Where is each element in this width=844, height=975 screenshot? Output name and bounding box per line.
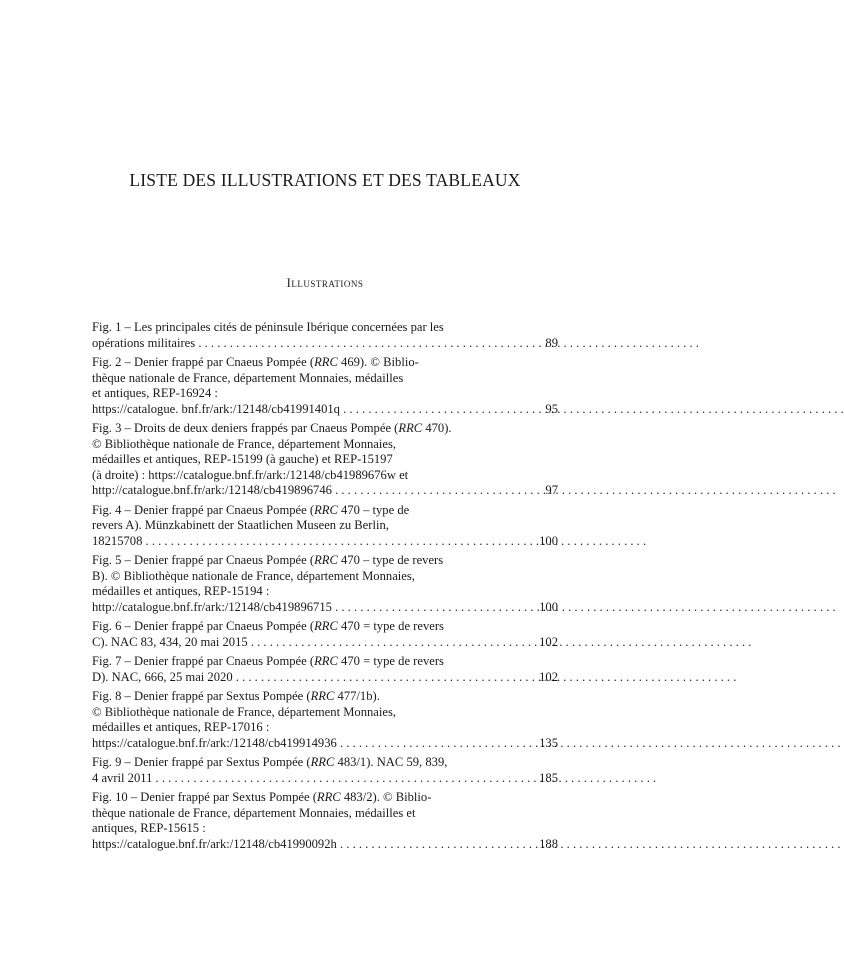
rrc-abbreviation: RRC	[314, 355, 338, 369]
entry-line: Fig. 7 – Denier frappé par Cnaeus Pompée (RRC 470 = type de revers	[92, 654, 444, 668]
rrc-abbreviation: RRC	[316, 790, 341, 804]
list-item	[92, 503, 558, 550]
entry-line: 18215708 . . .	[104, 534, 494, 550]
list-item	[92, 320, 558, 351]
list-item	[92, 619, 558, 650]
entry-line: (à droite) : https://catalogue.bnf.fr/ark:/12148/cb41989676w et	[92, 467, 409, 482]
entry-line: Fig. 1 – Les principales cités de péninsule Ibérique concernées par les	[92, 320, 444, 334]
entry-line: Fig. 3 – Droits de deux deniers frappés par Cnaeus Pompée (RRC 470).	[92, 421, 452, 435]
entry-line: Fig. 2 – Denier frappé par Cnaeus Pompée (RRC 469). © Biblio-	[92, 355, 419, 369]
page-number: 97	[545, 483, 558, 497]
entry-line: opérations militaires . . .	[104, 336, 494, 352]
entry-line: Fig. 8 – Denier frappé par Sextus Pompée (RRC 477/1b).	[92, 689, 380, 703]
page-number: 89	[545, 335, 558, 350]
entry-line: Fig. 6 – Denier frappé par Cnaeus Pompée (RRC 470 = type de revers	[92, 619, 444, 633]
entry-line: Fig. 10 – Denier frappé par Sextus Pompée (RRC 483/2). © Biblio-	[92, 790, 432, 804]
entry-line: thèque nationale de France, département Monnaies, médailles	[92, 370, 404, 385]
entry-line: D). NAC, 666, 25 mai 2020 . . .	[104, 670, 494, 686]
entry-line: B). © Bibliothèque nationale de France, département Monnaies,	[92, 568, 415, 583]
entry-line: revers A). Münzkabinett der Staatlichen Museen zu Berlin,	[92, 518, 389, 532]
page-number: 100	[539, 599, 558, 614]
entry-line: © Bibliothèque nationale de France, département Monnaies,	[92, 436, 397, 451]
page-number: 100	[539, 533, 558, 548]
entry-line: 4 avril 2011 . . .	[104, 771, 494, 787]
entry-line: https://catalogue.bnf.fr/ark:/12148/cb41990092h . . .	[104, 837, 494, 853]
list-item	[92, 553, 558, 615]
page-number: 135	[539, 735, 558, 750]
page-number: 185	[539, 770, 558, 785]
rrc-abbreviation: RRC	[310, 689, 335, 703]
rrc-abbreviation: RRC	[314, 502, 338, 517]
list-item	[92, 421, 558, 499]
entry-line: http://catalogue.bnf.fr/ark:/12148/cb419896715 . . .	[104, 600, 494, 616]
entry-line: Fig. 5 – Denier frappé par Cnaeus Pompée (RRC 470 – type de revers	[92, 553, 444, 567]
list-item	[92, 755, 558, 786]
entry-line: http://catalogue.bnf.fr/ark:/12148/cb419896746 . . .	[104, 483, 494, 499]
entry-line: médailles et antiques, REP-15199 (à gauche) et REP-15197	[92, 452, 393, 466]
rrc-abbreviation: RRC	[314, 654, 338, 668]
list-item	[92, 355, 558, 417]
page-number: 188	[539, 836, 558, 851]
entry-line: Fig. 4 – Denier frappé par Cnaeus Pompée (RRC 470 – type de	[92, 502, 410, 517]
entry-line: Fig. 9 – Denier frappé par Sextus Pompée (RRC 483/1). NAC 59, 839,	[92, 755, 448, 769]
entry-line: C). NAC 83, 434, 20 mai 2015 . . .	[104, 635, 494, 651]
entry-line: https://catalogue.bnf.fr/ark:/12148/cb419914936 . . .	[104, 736, 494, 752]
rrc-abbreviation: RRC	[314, 619, 338, 633]
entry-line: médailles et antiques, REP-15194 :	[92, 584, 270, 598]
page-number: 95	[545, 401, 558, 416]
page-title: LISTE DES ILLUSTRATIONS ET DES TABLEAUX	[129, 170, 521, 190]
entry-line: médailles et antiques, REP-17016 :	[92, 720, 270, 734]
list-item	[92, 790, 558, 852]
entry-line: thèque nationale de France, département Monnaies, médailles et	[92, 805, 416, 820]
entry-line: et antiques, REP-16924 :	[92, 386, 218, 400]
page-number: 102	[539, 669, 558, 684]
section-heading: Illustrations	[286, 276, 364, 290]
rrc-abbreviation: RRC	[314, 553, 338, 567]
list-item	[92, 689, 558, 751]
page-number: 102	[539, 634, 558, 649]
list-item	[92, 654, 558, 685]
rrc-abbreviation: RRC	[310, 755, 335, 769]
rrc-abbreviation: RRC	[398, 421, 423, 435]
entry-line: https://catalogue. bnf.fr/ark:/12148/cb41991401q . . .	[104, 402, 494, 418]
entry-line: antiques, REP-15615 :	[92, 821, 206, 835]
illustrations-list	[92, 320, 558, 856]
entry-line: © Bibliothèque nationale de France, département Monnaies,	[92, 704, 397, 719]
